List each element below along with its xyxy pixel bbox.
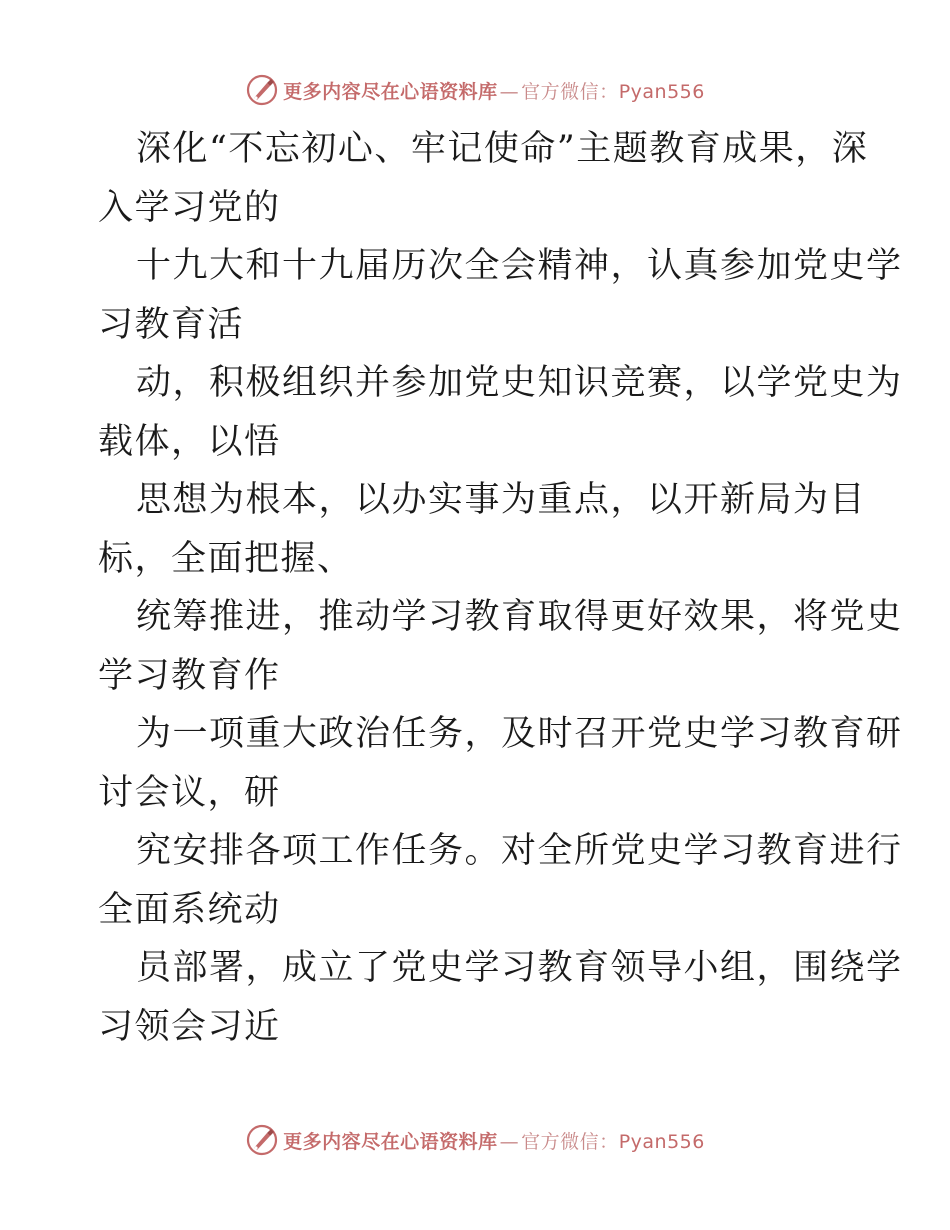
watermark-label: 官方微信：	[521, 1130, 619, 1153]
watermark-dash: —	[499, 80, 520, 103]
header-watermark	[0, 70, 950, 110]
body-text-line: 究安排各项工作任务。对全所党史学习教育进行	[136, 831, 903, 871]
body-text-line: 习领会习近	[98, 1006, 281, 1047]
body-text-line: 员部署，成立了党史学习教育领导小组，围绕学	[136, 948, 903, 988]
watermark-brand: 更多内容尽在心语资料库	[283, 1130, 498, 1153]
body-text-line: 全面系统动	[98, 889, 281, 930]
document-body	[98, 120, 903, 1056]
body-text-line: 统筹推进，推动学习教育取得更好效果，将党史	[136, 597, 903, 637]
watermark-text	[283, 77, 705, 104]
body-text-line: 为一项重大政治任务，及时召开党史学习教育研	[136, 714, 903, 754]
watermark-label: 官方微信：	[521, 80, 619, 103]
watermark-wechat-id: Pyan556	[618, 1130, 705, 1153]
watermark-wechat-id: Pyan556	[618, 80, 705, 103]
body-text-line: 入学习党的	[98, 187, 281, 228]
pen-logo-icon	[245, 73, 279, 107]
body-text-line: 载体，以悟	[98, 421, 281, 462]
body-text-line: 思想为根本，以办实事为重点，以开新局为目	[136, 480, 867, 520]
body-text-line: 学习教育作	[98, 655, 281, 696]
body-text-line: 习教育活	[98, 304, 245, 345]
footer-watermark	[0, 1120, 950, 1160]
pen-logo-icon	[245, 1123, 279, 1157]
watermark-brand: 更多内容尽在心语资料库	[283, 80, 498, 103]
body-text-line: 十九大和十九届历次全会精神，认真参加党史学	[136, 246, 903, 286]
body-text-line: 标，全面把握、	[98, 538, 354, 579]
watermark-text	[283, 1127, 705, 1154]
body-text-line: 深化“不忘初心、牢记使命”主题教育成果，深	[136, 129, 869, 169]
body-text-line: 讨会议，研	[98, 772, 281, 813]
body-text-line: 动，积极组织并参加党史知识竞赛，以学党史为	[136, 363, 903, 403]
watermark-dash: —	[499, 1130, 520, 1153]
